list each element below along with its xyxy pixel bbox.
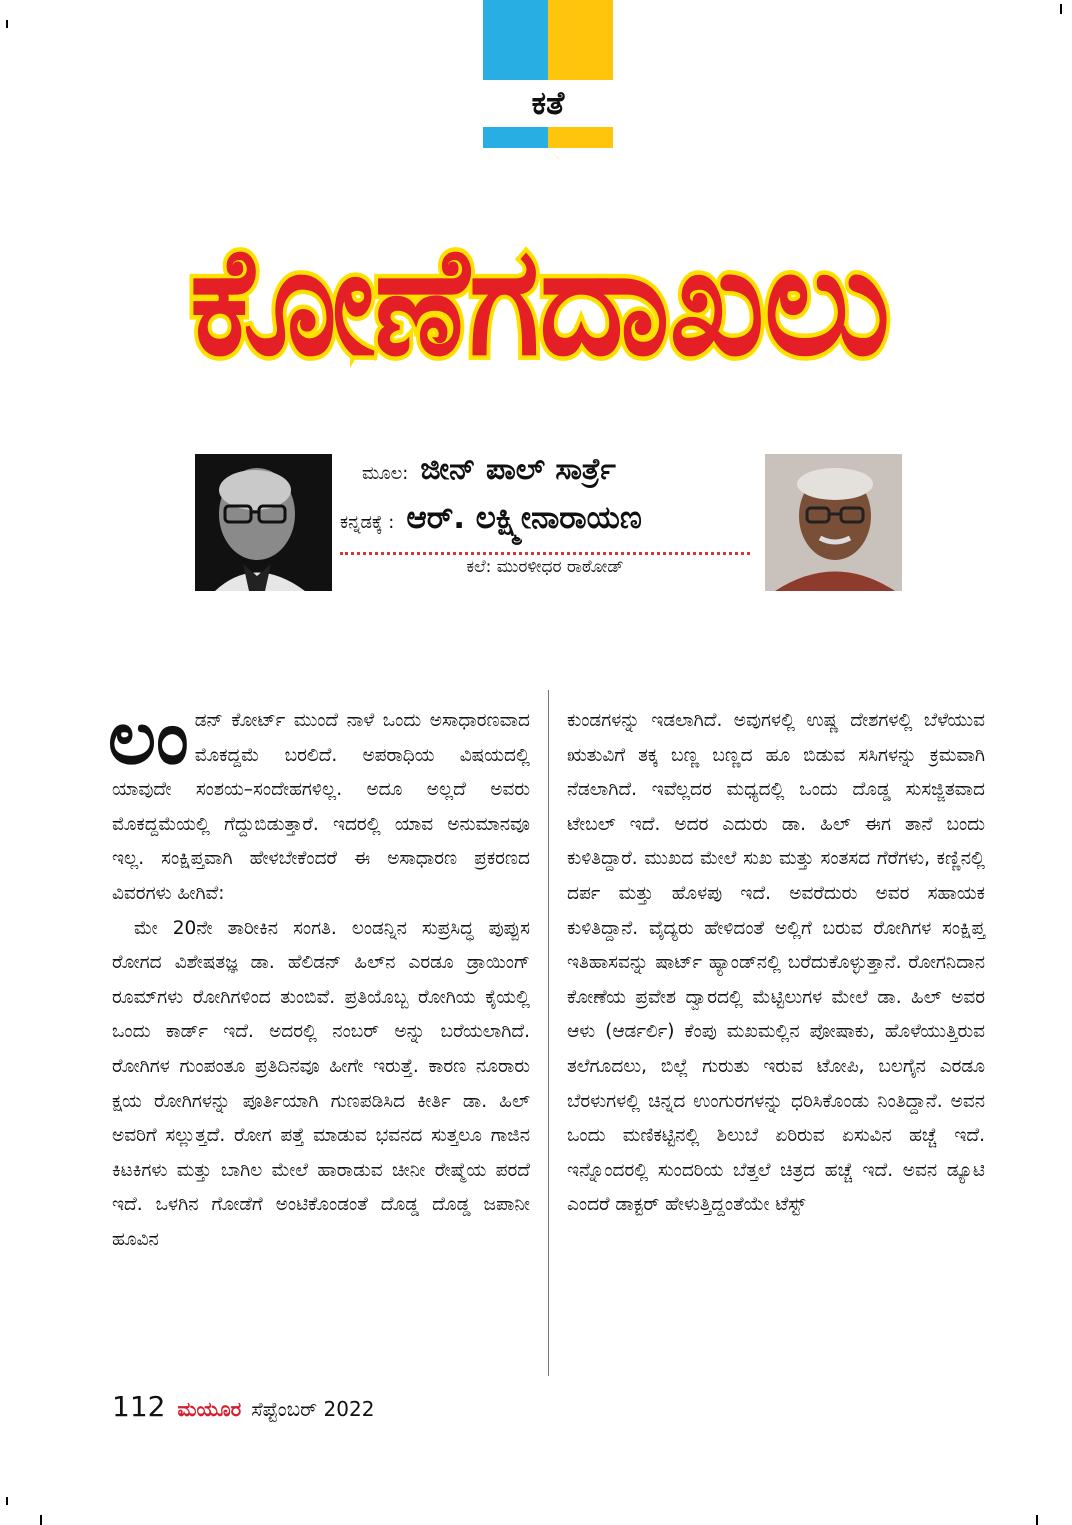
section-color-block-top xyxy=(483,0,613,80)
translation-label: ಕನ್ನಡಕ್ಕೆ : xyxy=(340,512,395,533)
story-title-text: ಕೋಣೆಗದಾಖಲು xyxy=(190,215,890,389)
original-author: ಜೀನ್ ಪಾಲ್ ಸಾರ್ತ್ರೆ xyxy=(420,452,616,487)
original-author-line xyxy=(340,452,750,500)
yellow-bar xyxy=(548,0,613,80)
page-number: 112 xyxy=(112,1390,166,1423)
issue-date: ಸೆಪ್ಟೆಂಬರ್ 2022 xyxy=(251,1397,375,1421)
crop-mark xyxy=(6,1497,8,1505)
story-title xyxy=(180,138,900,428)
column-divider xyxy=(548,690,549,1376)
article-column-left xyxy=(108,695,530,1258)
art-credit: ಕಲೆ: ಮುರಳೀಧರ ರಾಠೋಡ್ xyxy=(466,557,624,577)
crop-mark xyxy=(1060,4,1062,14)
section-label: ಕತೆ xyxy=(531,84,565,122)
author-photo xyxy=(195,454,332,591)
translator-photo xyxy=(765,454,902,591)
article-paragraph: ಕುಂಡಗಳನ್ನು ಇಡಲಾಗಿದೆ. ಅವುಗಳಲ್ಲಿ ಉಷ್ಣ ದೇಶಗಳಲ್ಲಿ ಬೆಳೆಯುವ ಋತುವಿಗೆ ತಕ್ಕ ಬಣ್ಣ ಬಣ್ಣದ ಹೂ ಬಿಡುವ ಸಸಿಗಳನ್ನು ಕ್ರಮವಾಗಿ ನೆಡಲಾಗಿದೆ. ಇವೆಲ್ಲದರ ಮಧ್ಯದಲ್ಲಿ ಒಂದು ದೊಡ್ಡ ಸುಸಜ್ಜಿತವಾದ ಟೇಬಲ್ ಇದೆ. ಅದರ ಎದುರು ಡಾ. ಹಿಲ್ ಈಗ ತಾನೆ ಬಂದು ಕುಳಿತಿದ್ದಾರೆ. ಮುಖದ ಮೇಲೆ ಸುಖ ಮತ್ತು ಸಂತಸದ ಗೆರೆಗಳು, ಕಣ್ಣಿನಲ್ಲಿ ದರ್ಪ ಮತ್ತು ಹೊಳಪು ಇದೆ. ಅವರೆದುರು ಅವರ ಸಹಾಯಕ ಕುಳಿತಿದ್ದಾನೆ. ವೈದ್ಯರು ಹೇಳಿದಂತೆ ಅಲ್ಲಿಗೆ ಬರುವ ರೋಗಿಗಳ ಸಂಕ್ಷಿಪ್ತ ಇತಿಹಾಸವನ್ನು ಷಾರ್ಟ್ ಹ್ಯಾಂಡ್‌ನಲ್ಲಿ ಬರೆದುಕೊಳ್ಳುತ್ತಾನೆ. ರೋಗನಿದಾನ ಕೋಣೆಯ ಪ್ರವೇಶ ದ್ವಾರದಲ್ಲಿ ಮೆಟ್ಟಿಲುಗಳ ಮೇಲೆ ಡಾ. ಹಿಲ್ ಅವರ ಆಳು (ಆರ್ಡರ್ಲಿ) ಕೆಂಪು ಮಖಮಲ್ಲಿನ ಪೋಷಾಕು, ಹೊಳೆಯುತ್ತಿರುವ ತಲೆಗೂದಲು, ಬಿಲ್ಲೆ ಗುರುತು ಇರುವ ಟೋಪಿ, ಬಲಗೈನ ಎರಡೂ ಬೆರಳುಗಳಲ್ಲಿ ಚಿನ್ನದ ಉಂಗುರಗಳನ್ನು ಧರಿಸಿಕೊಂಡು ನಿಂತಿದ್ದಾನೆ. ಅವನ ಒಂದು ಮಣಿಕಟ್ಟಿನಲ್ಲಿ ಶಿಲುಬೆ ಏರಿರುವ ಏಸುವಿನ ಹಚ್ಚೆ ಇದೆ. ಇನ್ನೊಂದರಲ್ಲಿ ಸುಂದರಿಯ ಬೆತ್ತಲೆ ಚಿತ್ರದ ಹಚ್ಚೆ ಇದೆ. ಅವನ ಡ್ಯೂಟಿ ಎಂದರೆ ಡಾಕ್ಟರ್ ಹೇಳುತ್ತಿದ್ದಂತೆಯೇ ಟೆಸ್ಟ್ xyxy=(567,710,985,1216)
drop-cap: ಲಂ xyxy=(108,695,189,781)
translator: ಆರ್. ಲಕ್ಷ್ಮೀನಾರಾಯಣ xyxy=(406,500,642,536)
crop-mark xyxy=(1036,1515,1038,1525)
crop-mark xyxy=(6,20,8,28)
paragraph-text: ಡನ್ ಕೋರ್ಟ್ ಮುಂದೆ ನಾಳೆ ಒಂದು ಅಸಾಧಾರಣವಾದ ಮೊಕದ್ದಮೆ ಬರಲಿದೆ. ಅಪರಾಧಿಯ ವಿಷಯದಲ್ಲಿ ಯಾವುದೇ ಸಂಶಯ–ಸಂದೇಹಗಳಿಲ್ಲ. ಅದೂ ಅಲ್ಲದೆ ಅವರು ಮೊಕದ್ದಮೆಯಲ್ಲಿ ಗೆದ್ದುಬಿಡುತ್ತಾರೆ. ಇದರಲ್ಲಿ ಯಾವ ಅನುಮಾನವೂ ಇಲ್ಲ. ಸಂಕ್ಷಿಪ್ತವಾಗಿ ಹೇಳಬೇಕೆಂದರೆ ಈ ಅಸಾಧಾರಣ ಪ್ರಕರಣದ ವಿವರಗಳು ಹೀಗಿವೆ: xyxy=(112,710,530,904)
translator-line xyxy=(340,500,750,548)
original-label: ಮೂಲ: xyxy=(362,463,409,484)
blue-bar xyxy=(483,0,548,80)
dotted-divider xyxy=(340,552,750,555)
article-paragraph: ಮೇ 20ನೇ ತಾರೀಕಿನ ಸಂಗತಿ. ಲಂಡನ್ನಿನ ಸುಪ್ರಸಿದ್ಧ ಪುಪ್ಪುಸ ರೋಗದ ವಿಶೇಷತಜ್ಞ ಡಾ. ಹೆಲಿಡನ್ ಹಿಲ್‌ನ ಎರಡೂ ಡ್ರಾಯಿಂಗ್ ರೂಮ್‌ಗಳು ರೋಗಿಗಳಿಂದ ತುಂಬಿವೆ. ಪ್ರತಿಯೊಬ್ಬ ರೋಗಿಯ ಕೈಯಲ್ಲಿ ಒಂದು ಕಾರ್ಡ್ ಇದೆ. ಅದರಲ್ಲಿ ನಂಬರ್ ಅನ್ನು ಬರೆಯಲಾಗಿದೆ. ರೋಗಿಗಳ ಗುಂಪಂತೂ ಪ್ರತಿದಿನವೂ ಹೀಗೇ ಇರುತ್ತೆ. ಕಾರಣ ನೂರಾರು ಕ್ಷಯ ರೋಗಿಗಳನ್ನು ಪೂರ್ತಿಯಾಗಿ ಗುಣಪಡಿಸಿದ ಕೀರ್ತಿ ಡಾ. ಹಿಲ್ ಅವರಿಗೆ ಸಲ್ಲುತ್ತದೆ. ರೋಗ ಪತ್ತೆ ಮಾಡುವ ಭವನದ ಸುತ್ತಲೂ ಗಾಜಿನ ಕಿಟಕಿಗಳು ಮತ್ತು ಬಾಗಿಲ ಮೇಲೆ ಹಾರಾಡುವ ಚೀನೀ ರೇಷ್ಮೆಯ ಪರದೆ ಇದೆ. ಒಳಗಿನ ಗೋಡೆಗೆ ಅಂಟಿಕೊಂಡಂತೆ ದೊಡ್ಡ ದೊಡ್ಡ ಜಪಾನೀ ಹೂವಿನ xyxy=(112,917,530,1250)
page-footer xyxy=(112,1390,374,1430)
article-paragraph xyxy=(108,695,530,912)
crop-mark xyxy=(40,1515,42,1525)
credits xyxy=(340,452,750,577)
magazine-name: ಮಯೂರ xyxy=(177,1397,242,1421)
article-column-right xyxy=(567,704,985,1223)
